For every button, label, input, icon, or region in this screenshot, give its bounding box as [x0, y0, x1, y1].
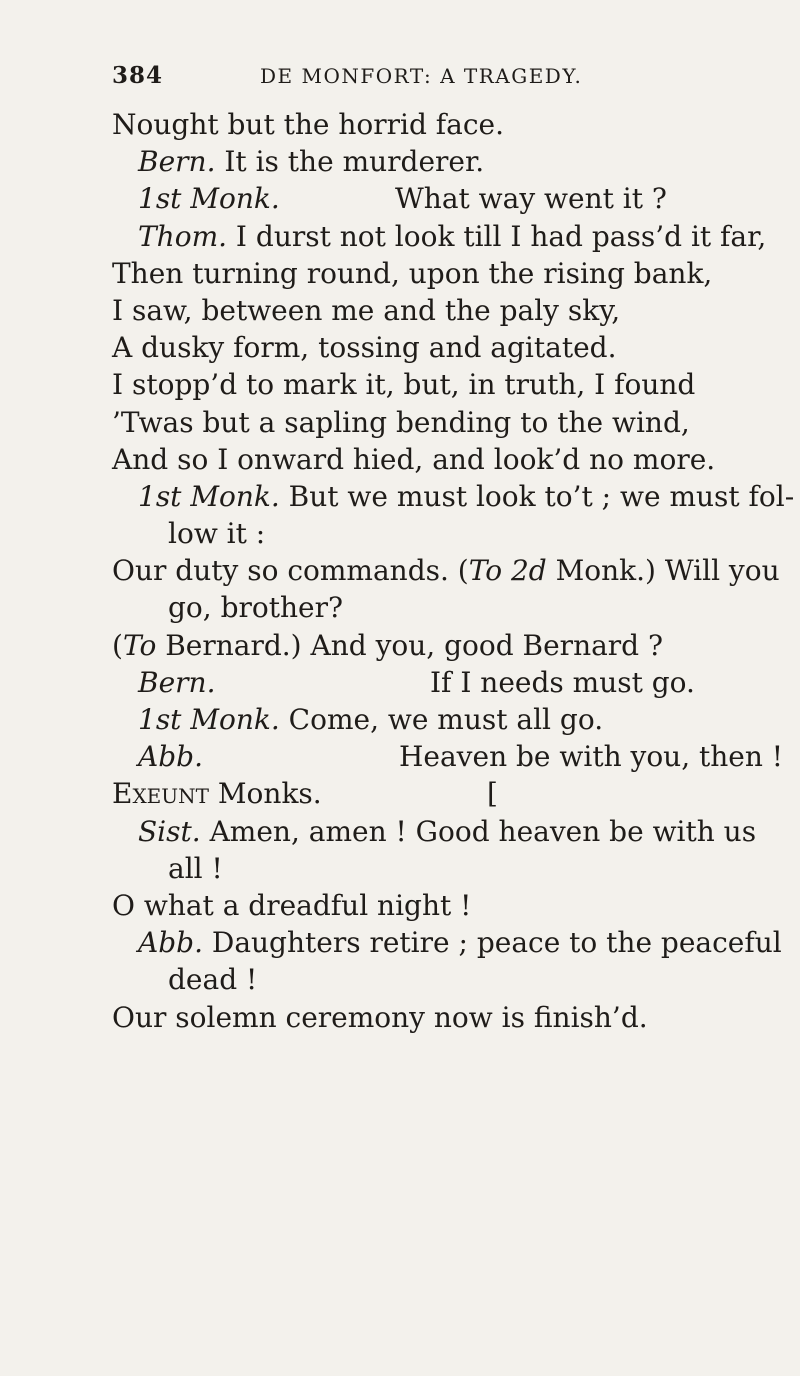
- verse-text: ’Twas but a sapling bending to the wind,: [112, 405, 690, 439]
- text-line: [112, 813, 757, 850]
- text-line: [112, 664, 712, 701]
- verse-text: A dusky form, tossing and agitated.: [112, 331, 617, 365]
- speaker-name: Thom.: [138, 219, 228, 253]
- verse-text: O what a dreadful night !: [112, 888, 472, 922]
- text-line: [112, 329, 712, 366]
- verse-text: And so I onward hied, and look’d no more.: [112, 442, 716, 476]
- speaker-name: Bern.: [138, 665, 216, 699]
- verse-text: I saw, between me and the paly sky,: [112, 293, 621, 327]
- text-line: [112, 850, 712, 887]
- verse-text: dead !: [168, 963, 258, 997]
- text-line: [112, 478, 795, 515]
- text-line: [112, 515, 712, 552]
- text-line: [112, 180, 712, 217]
- speaker-name: 1st Monk.: [138, 703, 280, 736]
- text-line: [112, 627, 712, 664]
- speaker-name: To 2d: [468, 554, 547, 588]
- text-line: [112, 143, 712, 180]
- text-line: [112, 218, 767, 255]
- text-line: [112, 738, 784, 775]
- verse-text: If I needs must go.: [430, 665, 695, 699]
- page-number: 384: [112, 62, 164, 89]
- text-line: [112, 775, 712, 812]
- verse-text: I stopp’d to mark it, but, in truth, I found: [112, 368, 696, 402]
- verse-text: all !: [168, 851, 223, 885]
- text-line: [112, 106, 712, 143]
- speaker-name: Bern.: [138, 145, 216, 179]
- verse-text: Then turning round, upon the rising bank,: [112, 256, 713, 290]
- verse-text: [: [487, 777, 498, 811]
- running-title: DE MONFORT: A TRAGEDY.: [260, 64, 583, 88]
- text-line: [112, 589, 712, 626]
- verse-text: Come, we must all go.: [279, 703, 604, 736]
- text-line: [112, 961, 712, 998]
- verse-text: Bernard.) And you, good Bernard ?: [156, 628, 664, 662]
- text-line: [112, 924, 782, 961]
- verse-text: low it :: [168, 517, 266, 551]
- verse-text: Amen, amen ! Good heaven be with us: [200, 814, 757, 848]
- text-line: [112, 441, 716, 478]
- verse-text: Monks.: [208, 777, 322, 811]
- verse-text: Our solemn ceremony now is finish’d.: [112, 1000, 648, 1034]
- text-line: [112, 366, 712, 403]
- text-line: [112, 887, 712, 924]
- verse-text: I durst not look till I had pass’d it far,: [227, 219, 767, 253]
- speaker-name: Abb.: [138, 740, 203, 774]
- verse-text: Our duty so commands. (: [112, 554, 469, 588]
- speaker-name: Abb.: [138, 926, 203, 960]
- verse-text: What way went it ?: [395, 182, 667, 216]
- play-text: [112, 106, 795, 1036]
- page-header: [112, 62, 712, 102]
- speaker-name: To: [122, 628, 157, 662]
- speaker-name: 1st Monk.: [138, 182, 280, 216]
- text-line: [112, 255, 712, 292]
- text-line: [112, 701, 712, 738]
- speaker-name: Sist.: [138, 814, 201, 848]
- verse-text: It is the murderer.: [215, 145, 485, 179]
- speaker-name: 1st Monk.: [138, 479, 280, 513]
- stage-direction: Exeunt: [112, 777, 209, 811]
- text-line: [112, 552, 780, 589]
- text-line: [112, 292, 712, 329]
- verse-text: Heaven be with you, then !: [399, 740, 784, 774]
- verse-text: (: [112, 628, 123, 662]
- verse-text: But we must look to’t ; we must fol-: [279, 479, 795, 513]
- text-line: [112, 999, 712, 1036]
- verse-text: Daughters retire ; peace to the peaceful: [202, 926, 782, 960]
- text-line: [112, 404, 712, 441]
- verse-text: Nought but the horrid face.: [112, 108, 505, 141]
- verse-text: Monk.) Will you: [546, 554, 780, 588]
- verse-text: go, brother?: [168, 591, 343, 625]
